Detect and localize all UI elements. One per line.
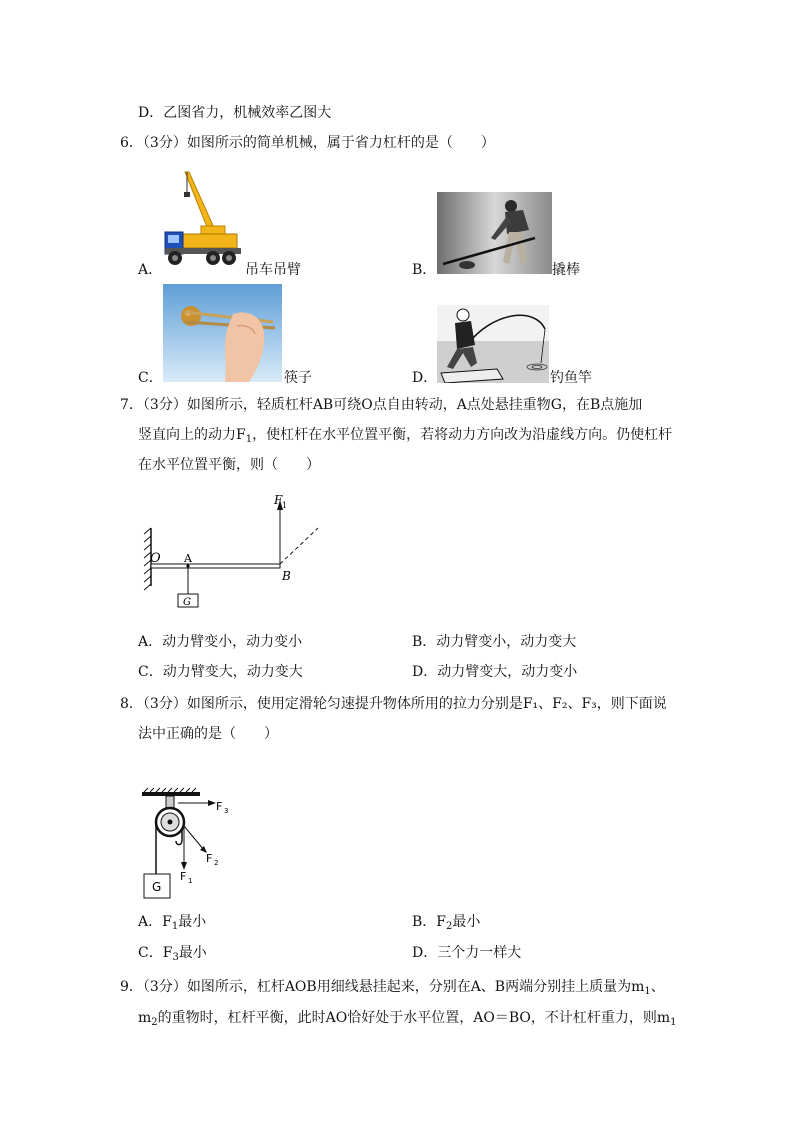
pulley-diagram: [138, 786, 248, 902]
q6-option-b-caption: 撬棒: [552, 262, 580, 278]
q6-option-b-letter: B．: [412, 262, 437, 278]
fishing-rod-drawing: [437, 305, 549, 383]
label-f3: F: [216, 800, 223, 813]
q8-option-d: D．三个力一样大: [412, 945, 522, 961]
label-f3-sub: 3: [224, 807, 229, 815]
q6-option-d-caption: 钓鱼竿: [550, 370, 592, 386]
q6-stem: 6．（3分）如图所示的简单机械，属于省力杠杆的是（ ）: [120, 135, 495, 151]
label-f2: F: [206, 852, 213, 865]
q6-option-d-letter: D．: [412, 370, 438, 386]
label-o: O: [150, 551, 161, 566]
lever-diagram: [140, 490, 330, 612]
q7-option-a: A．动力臂变小，动力变小: [138, 634, 303, 650]
q6-option-a-letter: A．: [138, 262, 163, 278]
label-b: B: [282, 569, 291, 583]
q9-stem-line1: 9．（3分）如图所示，杠杆AOB用细线悬挂起来，分别在A、B两端分别挂上质量为$m_1$、: [120, 979, 665, 997]
q8-option-a: A．$F_1$最小: [138, 914, 207, 932]
q7-stem-line1: 7．（3分）如图所示，轻质杠杆AB可绕O点自由转动，A点处悬挂重物G，在B点施加: [120, 397, 643, 413]
q9-stem-line2: $m_2$的重物时，杠杆平衡，此时AO恰好处于水平位置，AO＝BO，不计杠杆重力，则$m_1$: [138, 1010, 677, 1028]
q8-option-c: C．$F_3$最小: [138, 945, 207, 963]
label-f: F: [274, 493, 283, 507]
label-f2-sub: 2: [214, 859, 219, 867]
crowbar-photo: [437, 192, 552, 274]
q7-option-d: D．动力臂变大，动力变小: [412, 664, 578, 680]
label-f-sub: 1: [282, 501, 288, 510]
q6-option-a-caption: 吊车吊臂: [245, 262, 301, 278]
label-f1: F: [180, 870, 187, 883]
label-g: G: [152, 880, 162, 894]
q6-option-c-caption: 筷子: [284, 370, 312, 386]
q7-option-b: B．动力臂变小，动力变大: [412, 634, 577, 650]
q6-option-c-letter: C．: [138, 370, 163, 386]
label-g: G: [183, 597, 191, 608]
crane-truck-image: [163, 168, 243, 270]
q7-option-c: C．动力臂变大，动力变大: [138, 664, 303, 680]
label-f1-sub: 1: [188, 877, 193, 885]
label-a: A: [184, 552, 192, 565]
q8-stem-line1: 8．（3分）如图所示，使用定滑轮匀速提升物体所用的拉力分别是F₁、F₂、F₃，则下面说: [120, 696, 667, 712]
q7-stem-line3: 在水平位置平衡，则（ ）: [138, 457, 320, 473]
q5-option-d: D．乙图省力，机械效率乙图大: [138, 105, 332, 121]
chopsticks-photo: [163, 284, 282, 382]
q8-option-b: B．$F_2$最小: [412, 914, 481, 932]
q8-stem-line2: 法中正确的是（ ）: [138, 726, 278, 742]
q7-stem-line2: 竖直向上的动力$F_1$，使杠杆在水平位置平衡，若将动力方向改为沿虚线方向。仍使杠杆: [138, 427, 673, 445]
